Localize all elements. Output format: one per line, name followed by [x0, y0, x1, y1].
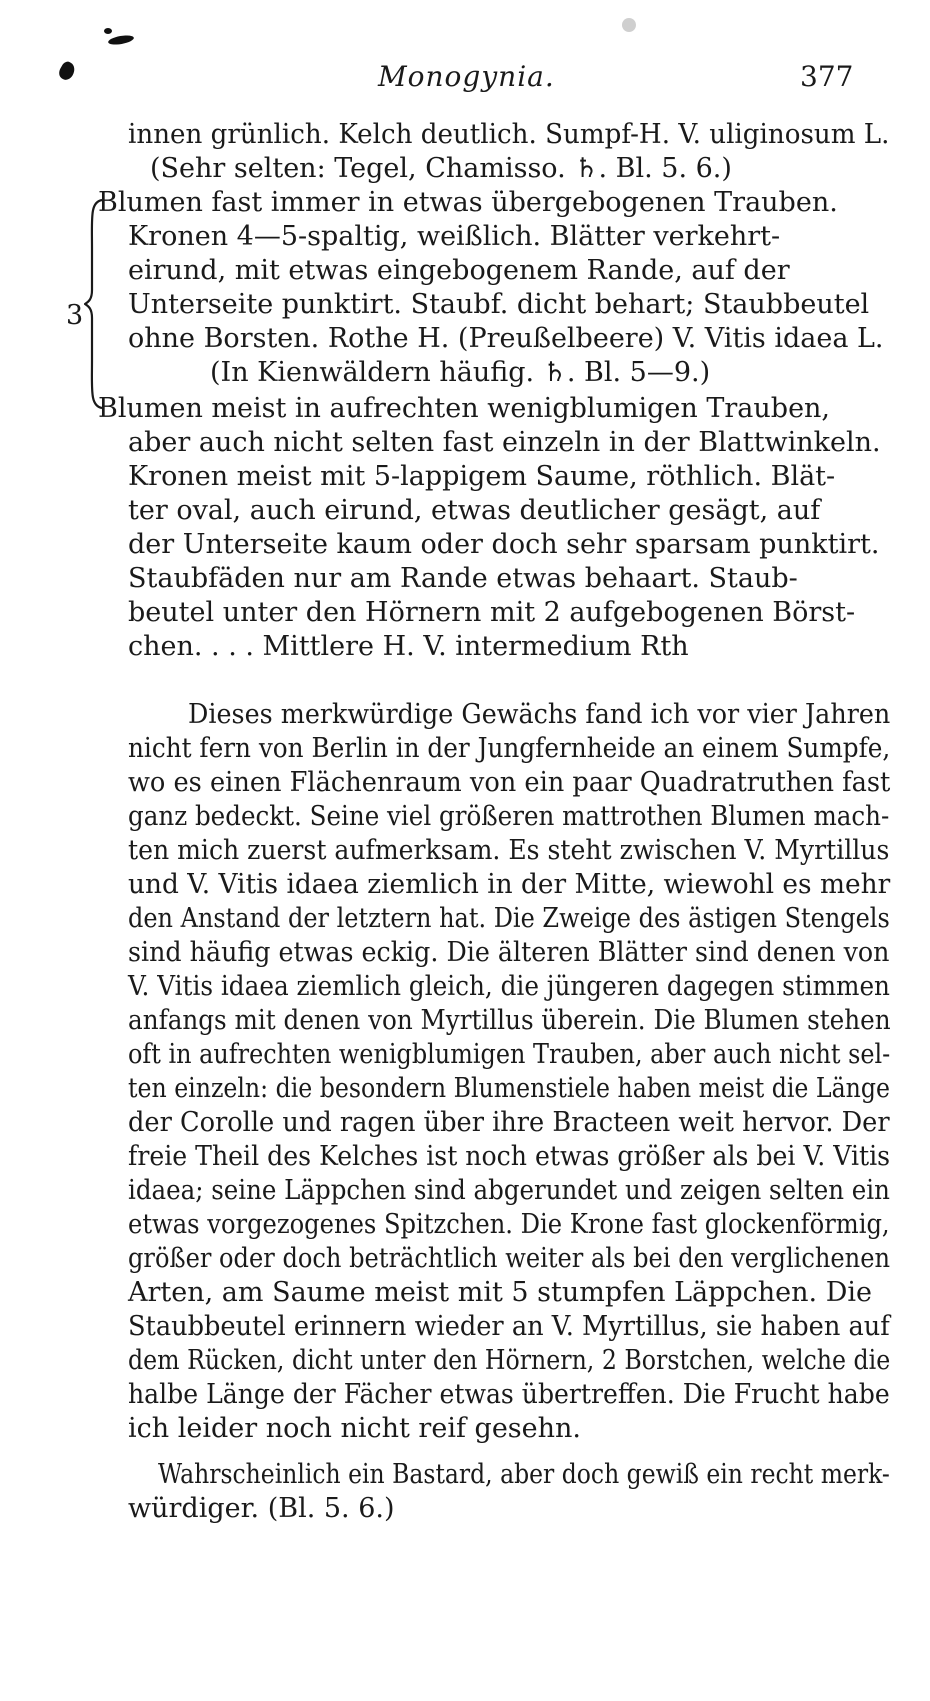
key-line: Blumen fast immer in etwas übergebogenen Trauben.: [98, 187, 838, 218]
text-line: der Corolle und ragen über ihre Bracteen weit hervor. Der: [128, 1107, 890, 1138]
text-line: den Anstand der letztern hat. Die Zweige des ästigen Stengels: [128, 903, 890, 934]
key-line: (In Kienwäldern häufig. ♄. Bl. 5—9.): [210, 357, 711, 388]
key-number: 3: [66, 300, 84, 331]
ink-speck: [104, 28, 112, 34]
ink-speck: [108, 34, 135, 46]
text-line: etwas vorgezogenes Spitzchen. Die Krone fast glockenförmig,: [128, 1209, 890, 1240]
text-line: Dieses merkwürdige Gewächs fand ich vor vier Jahren: [188, 699, 891, 730]
key-line: beutel unter den Hörnern mit 2 aufgebogenen Börst-: [128, 597, 856, 628]
running-title: Monogynia.: [378, 60, 555, 93]
text-line: größer oder doch beträchtlich weiter als bei den verglichenen: [128, 1243, 890, 1274]
text-line: und V. Vitis idaea ziemlich in der Mitte, wiewohl es mehr: [128, 869, 891, 900]
text-line: idaea; seine Läppchen sind abgerundet und zeigen selten ein: [128, 1175, 890, 1206]
key-line: innen grünlich. Kelch deutlich. Sumpf-H. V. uliginosum L.: [128, 119, 890, 150]
key-line: ohne Borsten. Rothe H. (Preußelbeere) V. Vitis idaea L.: [128, 323, 884, 354]
text-line: Wahrscheinlich ein Bastard, aber doch gewiß ein recht merk-: [158, 1459, 890, 1490]
text-line: würdiger. (Bl. 5. 6.): [128, 1493, 395, 1524]
text-line: Arten, am Saume meist mit 5 stumpfen Läppchen. Die: [128, 1277, 872, 1308]
key-line: (Sehr selten: Tegel, Chamisso. ♄. Bl. 5. 6.): [150, 153, 732, 184]
text-line: wo es einen Flächenraum von ein paar Quadratruthen fast: [128, 767, 891, 798]
text-line: Staubbeutel erinnern wieder an V. Myrtillus, sie haben auf: [128, 1311, 890, 1342]
text-line: sind häufig etwas eckig. Die älteren Blätter sind denen von: [128, 937, 890, 968]
text-line: ich leider noch nicht reif gesehn.: [128, 1413, 581, 1444]
key-line: Kronen 4—5-spaltig, weißlich. Blätter verkehrt-: [128, 221, 781, 252]
key-line: der Unterseite kaum oder doch sehr sparsam punktirt.: [128, 529, 880, 560]
key-line: chen. . . . Mittlere H. V. intermedium Rth: [128, 631, 689, 662]
page-header: [0, 60, 930, 100]
text-line: dem Rücken, dicht unter den Hörnern, 2 Borstchen, welche die: [128, 1345, 891, 1376]
key-line: ter oval, auch eirund, etwas deutlicher gesägt, auf: [128, 495, 821, 526]
text-line: ten mich zuerst aufmerksam. Es steht zwischen V. Myrtillus: [128, 835, 890, 866]
brace-icon: [84, 198, 104, 410]
key-line: Unterseite punktirt. Staubf. dicht behart; Staubbeutel: [128, 289, 870, 320]
key-line: Blumen meist in aufrechten wenigblumigen Trauben,: [98, 393, 831, 424]
text-line: halbe Länge der Fächer etwas übertreffen. Die Frucht habe: [128, 1379, 890, 1410]
text-line: ten einzeln: die besondern Blumenstiele haben meist die Länge: [128, 1073, 890, 1104]
key-line: aber auch nicht selten fast einzeln in der Blattwinkeln.: [128, 427, 881, 458]
text-line: nicht fern von Berlin in der Jungfernheide an einem Sumpfe,: [128, 733, 891, 764]
text-line: ganz bedeckt. Seine viel größeren mattrothen Blumen mach-: [128, 801, 890, 832]
key-line: eirund, mit etwas eingebogenem Rande, auf der: [128, 255, 790, 286]
text-line: V. Vitis idaea ziemlich gleich, die jüngeren dagegen stimmen: [128, 971, 890, 1002]
key-line: Kronen meist mit 5-lappigem Saume, röthlich. Blät-: [128, 461, 836, 492]
key-line: Staubfäden nur am Rande etwas behaart. Staub-: [128, 563, 798, 594]
paper-stain: [622, 18, 636, 32]
page-number: 377: [800, 60, 854, 93]
text-line: oft in aufrechten wenigblumigen Trauben, aber auch nicht sel-: [128, 1039, 891, 1070]
text-line: anfangs mit denen von Myrtillus überein. Die Blumen stehen: [128, 1005, 891, 1036]
text-line: freie Theil des Kelches ist noch etwas größer als bei V. Vitis: [128, 1141, 891, 1172]
